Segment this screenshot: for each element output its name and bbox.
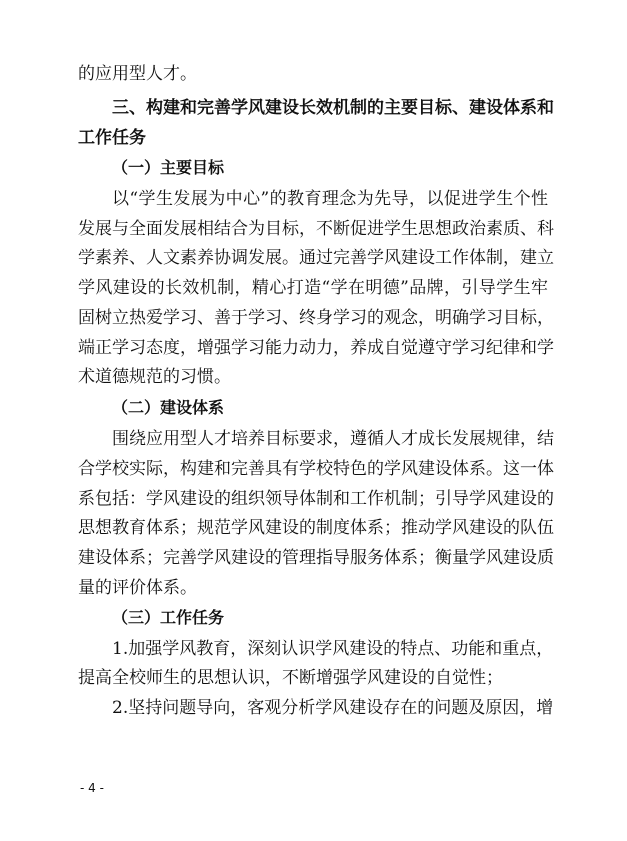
page-number: - 4 -	[80, 781, 104, 795]
goals-paragraph-line: 术道德规范的习惯。	[78, 367, 231, 387]
tasks-paragraph-line: 提高全校师生的思想认识，不断增强学风建设的自觉性；	[78, 668, 503, 688]
goals-paragraph-line: 学风建设的长效机制，精心打造“学在明德”品牌，引导学生牢	[78, 278, 548, 298]
goals-paragraph-line: 端正学习态度，增强学习能力动力，养成自觉遵守学习纪律和学	[78, 338, 554, 358]
goals-paragraph-line: 学素养、人文素养协调发展。通过完善学风建设工作体制，建立	[78, 248, 554, 268]
tasks-paragraph-line: 1.加强学风教育，深刻认识学风建设的特点、功能和重点，	[112, 639, 554, 659]
goals-paragraph-line: 固树立热爱学习、善于学习、终身学习的观念，明确学习目标，	[78, 308, 554, 328]
intro-line: 的应用型人才。	[78, 64, 197, 84]
section-title-line-1: 三、构建和完善学风建设长效机制的主要目标、建设体系和	[112, 98, 554, 118]
system-paragraph-line: 思想教育体系；规范学风建设的制度体系；推动学风建设的队伍	[78, 518, 554, 538]
tasks-paragraph-line: 2.坚持问题导向，客观分析学风建设存在的问题及原因，增	[112, 698, 554, 718]
goals-paragraph-line: 以“学生发展为中心”的教育理念为先导，以促进学生个性	[112, 189, 548, 209]
system-paragraph-line: 围绕应用型人才培养目标要求，遵循人才成长发展规律，结	[112, 429, 554, 449]
section-title-line-2: 工作任务	[78, 128, 146, 148]
tasks-heading: （三）工作任务	[112, 608, 225, 627]
system-paragraph-line: 量的评价体系。	[78, 578, 197, 598]
goals-paragraph-line: 发展与全面发展相结合为目标，不断促进学生思想政治素质、科	[78, 219, 554, 239]
system-paragraph-line: 合学校实际，构建和完善具有学校特色的学风建设体系。这一体	[78, 459, 554, 479]
system-paragraph-line: 系包括：学风建设的组织领导体制和工作机制；引导学风建设的	[78, 489, 554, 509]
goals-heading: （一）主要目标	[112, 158, 225, 177]
system-paragraph-line: 建设体系；完善学风建设的管理指导服务体系；衡量学风建设质	[78, 548, 554, 568]
system-heading: （二）建设体系	[112, 398, 225, 417]
